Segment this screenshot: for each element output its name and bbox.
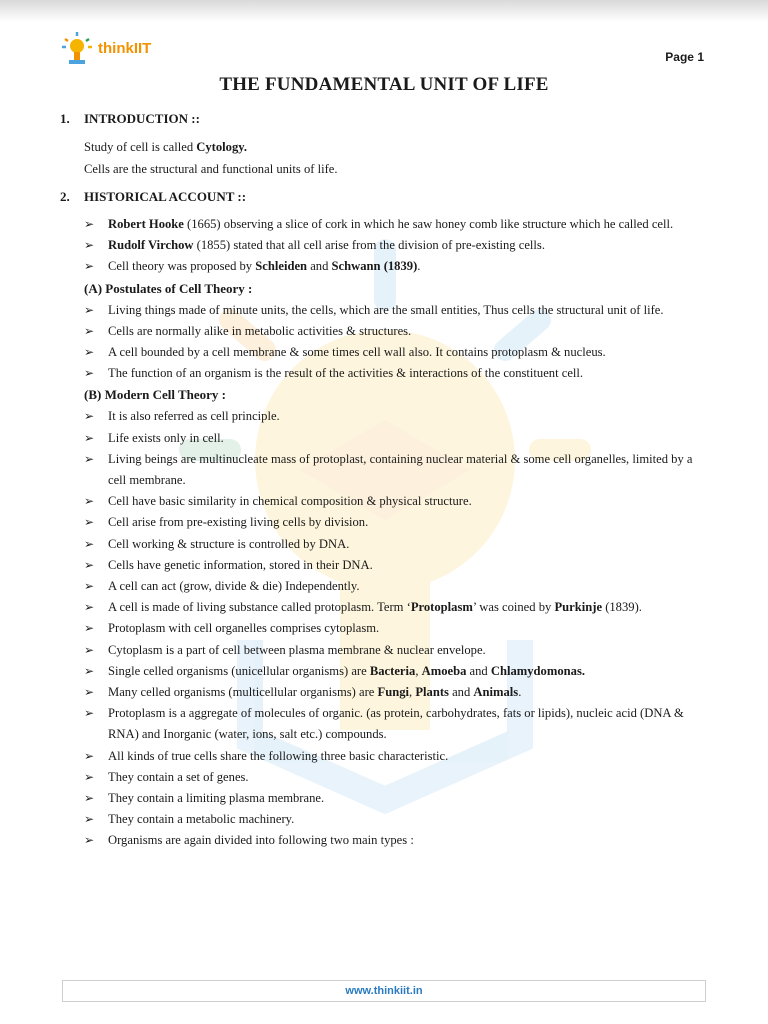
list-item: ➢ A cell can act (grow, divide & die) Independently. xyxy=(84,576,708,597)
page-number: Page 1 xyxy=(665,50,704,64)
list-item: ➢ Cytoplasm is a part of cell between plasma membrane & nuclear envelope. xyxy=(84,640,708,661)
brand-logo xyxy=(60,28,151,68)
list-item: ➢ Cell theory was proposed by Schleiden and Schwann (1839). xyxy=(84,256,708,277)
list-item: ➢ Cells have genetic information, stored in their DNA. xyxy=(84,555,708,576)
section-heading-introduction: 1. INTRODUCTION :: xyxy=(60,111,200,126)
list-item: ➢ Cells are normally alike in metabolic activities & structures. xyxy=(84,321,708,342)
list-item: ➢ Organisms are again divided into following two main types : xyxy=(84,830,708,851)
list-item: ➢ Robert Hooke (1665) observing a slice of cork in which he saw honey comb like structure which he called cell. xyxy=(84,214,708,235)
list-item: ➢ Living things made of minute units, the cells, which are the small entities, Thus cells the structural unit of life. xyxy=(84,300,708,321)
modern-theory-list xyxy=(60,406,708,851)
list-item: ➢ A cell is made of living substance called protoplasm. Term ‘Protoplasm’ was coined by Purkinje (1839). xyxy=(84,597,708,618)
list-item: ➢ Single celled organisms (unicellular organisms) are Bacteria, Amoeba and Chlamydomonas. xyxy=(84,661,708,682)
footer-website-link[interactable]: www.thinkiit.in xyxy=(62,980,706,1002)
list-item: ➢ All kinds of true cells share the following three basic characteristic. xyxy=(84,746,708,767)
list-item: ➢ They contain a metabolic machinery. xyxy=(84,809,708,830)
document-body xyxy=(60,108,708,852)
bulb-logo-icon xyxy=(60,30,94,66)
list-item: ➢ Protoplasm with cell organelles comprises cytoplasm. xyxy=(84,618,708,639)
list-item: ➢ Protoplasm is a aggregate of molecules of organic. (as protein, carbohydrates, fats or lipids), nucleic acid (DNA & RNA) and Inorganic (water, ions, salt etc.) compounds. xyxy=(84,703,708,745)
list-item: ➢ Cell working & structure is controlled by DNA. xyxy=(84,534,708,555)
list-item: ➢ Living beings are multinucleate mass of protoplast, containing nuclear material & some cell organelles, limited by a cell membrane. xyxy=(84,449,708,491)
page-title: THE FUNDAMENTAL UNIT OF LIFE xyxy=(219,74,549,95)
historical-list xyxy=(60,214,708,278)
top-shadow xyxy=(0,0,768,22)
list-item: ➢ The function of an organism is the result of the activities & interactions of the constituent cell. xyxy=(84,363,708,384)
postulates-list xyxy=(60,300,708,385)
list-item: ➢ They contain a limiting plasma membrane. xyxy=(84,788,708,809)
brand-name: thinkIIT xyxy=(98,39,152,57)
intro-line-units: Cells are the structural and functional units of life. xyxy=(84,162,338,176)
list-item: ➢ Cell have basic similarity in chemical composition & physical structure. xyxy=(84,491,708,512)
list-item: ➢ Cell arise from pre-existing living cells by division. xyxy=(84,512,708,533)
intro-line-cytology: Study of cell is called Cytology. xyxy=(84,140,248,154)
section-heading-historical-account: 2. HISTORICAL ACCOUNT :: xyxy=(60,189,247,204)
list-item: ➢ A cell bounded by a cell membrane & some times cell wall also. It contains protoplasm & nucleus. xyxy=(84,342,708,363)
subheading-postulates: (A) Postulates of Cell Theory : xyxy=(84,280,253,296)
subheading-modern-cell-theory: (B) Modern Cell Theory : xyxy=(84,387,227,403)
list-item: ➢ Rudolf Virchow (1855) stated that all cell arise from the division of pre-existing cells. xyxy=(84,235,708,256)
list-item: ➢ It is also referred as cell principle. xyxy=(84,406,708,427)
list-item: ➢ Many celled organisms (multicellular organisms) are Fungi, Plants and Animals. xyxy=(84,682,708,703)
list-item: ➢ Life exists only in cell. xyxy=(84,428,708,449)
list-item: ➢ They contain a set of genes. xyxy=(84,767,708,788)
